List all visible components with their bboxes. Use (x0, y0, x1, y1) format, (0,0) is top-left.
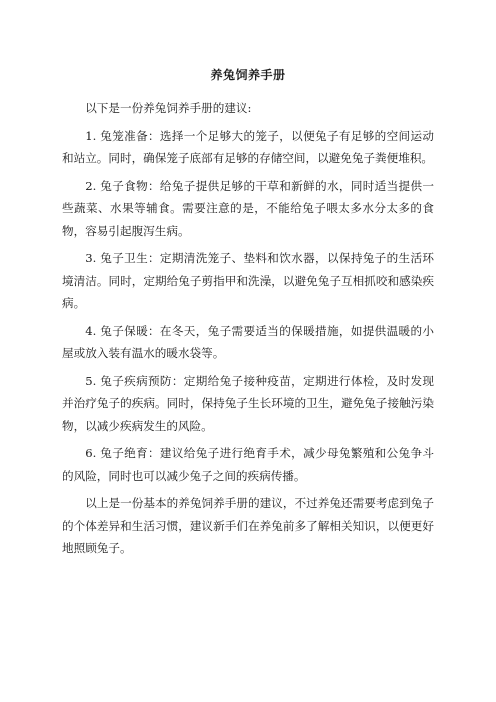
item-cage-preparation: 1. 兔笼准备：选择一个足够大的笼子，以便兔子有足够的空间运动和站立。同时，确保笼子底部有足够的存储空间，以避免兔子粪便堆积。 (62, 128, 434, 165)
item-sterilization: 6. 兔子绝育：建议给兔子进行绝育手术，减少母兔繁殖和公兔争斗的风险，同时也可以减少兔子之间的疾病传播。 (62, 446, 434, 483)
intro-paragraph: 以下是一份养兔饲养手册的建议: (85, 101, 252, 115)
item-rabbit-food: 2. 兔子食物：给兔子提供足够的干草和新鲜的水，同时适当提供一些蔬菜、水果等辅食。需要注意的是，不能给兔子喂太多水分太多的食物，容易引起腹泻生病。 (62, 178, 434, 238)
document-body (62, 97, 434, 565)
item-rabbit-hygiene: 3. 兔子卫生：定期清洗笼子、垫料和饮水器，以保持兔子的生活环境清洁。同时，定期给兔子剪指甲和洗澡，以避免兔子互相抓咬和感染疾病。 (62, 251, 434, 310)
document-title: 养兔饲养手册 (210, 68, 286, 82)
item-disease-prevention: 5. 兔子疾病预防：定期给兔子接种疫苗，定期进行体检，及时发现并治疗兔子的疾病。同时，保持兔子生长环境的卫生，避免兔子接触污染物，以减少疾病发生的风险。 (62, 373, 434, 433)
item-rabbit-warmth: 4. 兔子保暖：在冬天，兔子需要适当的保暖措施，如提供温暖的小屋或放入装有温水的暖水袋等。 (62, 323, 434, 360)
conclusion-paragraph: 以上是一份基本的养兔饲养手册的建议，不过养兔还需要考虑到兔子的个体差异和生活习惯，建议新手们在养兔前多了解相关知识，以便更好地照顾兔子。 (62, 496, 434, 555)
